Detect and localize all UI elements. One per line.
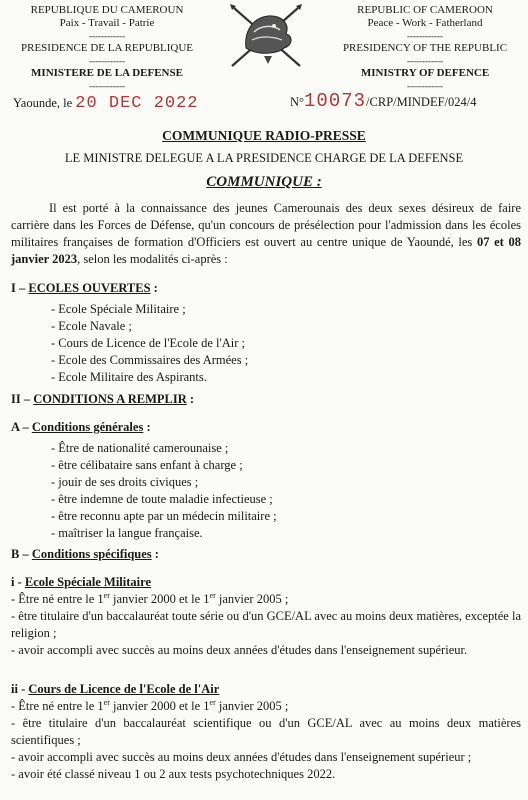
general-conditions-list <box>11 440 521 542</box>
list-item: - Être né entre le 1er janvier 2000 et le 1er janvier 2005 ; <box>11 590 289 606</box>
list-item: - jouir de ses droits civiques ; <box>51 475 199 489</box>
subsection-general <box>11 419 521 542</box>
list-item: - Ecole des Commissaires des Armées ; <box>51 353 249 367</box>
country-name-en: REPUBLIC OF CAMEROON <box>357 4 493 16</box>
exam-dates: 07 et 08 janvier 2023 <box>11 235 521 266</box>
motto-fr: Paix - Travail - Patrie <box>59 17 155 29</box>
list-item: - avoir accompli avec succès au moins deux années d'études dans l'enseignement supérieur. <box>11 643 468 657</box>
list-item: - maîtriser la langue française. <box>51 526 203 540</box>
list-item: - être reconnu apte par un médecin militaire ; <box>51 509 277 523</box>
date-stamp: 20 DEC 2022 <box>75 94 199 113</box>
section-conditions <box>11 391 521 408</box>
dateline <box>13 94 199 113</box>
ministry-emblem-icon <box>224 2 308 70</box>
subsection-heading: B – Conditions spécifiques : <box>11 547 159 561</box>
list-item: - Ecole Militaire des Aspirants. <box>51 370 207 384</box>
intro-paragraph: Il est porté à la connaissance des jeunes Camerounais des deux sexes désireux de faire carrière dans les Forces de Défense, qu'un concours de présélection pour l'admission dans les écoles militaires françaises de formation d'Officiers est ouvert au centre unique de Yaoundé, les 07 et 08 janvier 2023, selon les modalités ci-après : <box>11 201 521 266</box>
section-ecoles <box>11 280 521 386</box>
separator: ------------ <box>89 31 125 41</box>
separator: ------------ <box>407 81 443 91</box>
reference-number <box>290 90 476 112</box>
subsection-heading: A – Conditions générales : <box>11 420 151 434</box>
subsection-specific <box>11 546 521 563</box>
motto-en: Peace - Work - Fatherland <box>367 17 483 29</box>
reference-suffix: /CRP/MINDEF/024/4 <box>366 95 477 109</box>
document-title: COMMUNIQUE RADIO-PRESSE <box>162 128 366 143</box>
issuer-title: LE MINISTRE DELEGUE A LA PRESIDENCE CHARGE DE LA DEFENSE <box>64 151 464 165</box>
separator: ------------ <box>407 56 443 66</box>
subsection-heading: i - Ecole Spéciale Militaire <box>11 575 152 589</box>
list-item: - être célibataire sans enfant à charge ; <box>51 458 243 472</box>
subsection-air <box>11 681 521 783</box>
ministry-fr: MINISTERE DE LA DEFENSE <box>31 67 183 79</box>
list-item: - être titulaire d'un baccalauréat scientifique ou d'un GCE/AL avec au moins deux matières scientifiques ; <box>11 716 521 747</box>
reference-prefix: N° <box>290 95 305 109</box>
country-name-fr: REPUBLIQUE DU CAMEROUN <box>30 4 184 16</box>
list-item: - Ecole Spéciale Militaire ; <box>51 302 186 316</box>
reference-stamp: 10073 <box>304 90 367 112</box>
section-heading: I – ECOLES OUVERTES : <box>11 281 158 295</box>
list-item: - Être né entre le 1er janvier 2000 et le 1er janvier 2005 ; <box>11 697 289 713</box>
header-left <box>8 4 206 92</box>
list-item: - être titulaire d'un baccalauréat toute série ou d'un GCE/AL avec au moins deux matières, exceptée la religion ; <box>11 609 521 640</box>
list-item: - Ecole Navale ; <box>51 319 132 333</box>
communique-heading: COMMUNIQUE : <box>206 174 322 190</box>
list-item: - Être de nationalité camerounaise ; <box>51 441 229 455</box>
header-right <box>330 4 520 92</box>
schools-list <box>11 301 521 386</box>
separator: ------------ <box>89 81 125 91</box>
presidency-fr: PRESIDENCE DE LA REPUBLIQUE <box>20 42 194 54</box>
section-heading: II – CONDITIONS A REMPLIR : <box>11 392 195 406</box>
ministry-en: MINISTRY OF DEFENCE <box>360 67 490 79</box>
list-item: - avoir accompli avec succès au moins deux années d'études dans l'enseignement supérieur ; <box>11 750 472 764</box>
separator: ------------ <box>407 31 443 41</box>
list-item: - avoir été classé niveau 1 ou 2 aux tests psychotechniques 2022. <box>11 767 336 781</box>
list-item: - Cours de Licence de l'Ecole de l'Air ; <box>51 336 246 350</box>
dateline-prefix: Yaounde, le <box>13 96 73 110</box>
list-item: - être indemne de toute maladie infectieuse ; <box>51 492 273 506</box>
presidency-en: PRESIDENCY OF THE REPUBLIC <box>342 42 508 54</box>
subsection-heading: ii - Cours de Licence de l'Ecole de l'Air <box>11 682 220 696</box>
subsection-esm <box>11 574 521 659</box>
separator: ------------ <box>89 56 125 66</box>
